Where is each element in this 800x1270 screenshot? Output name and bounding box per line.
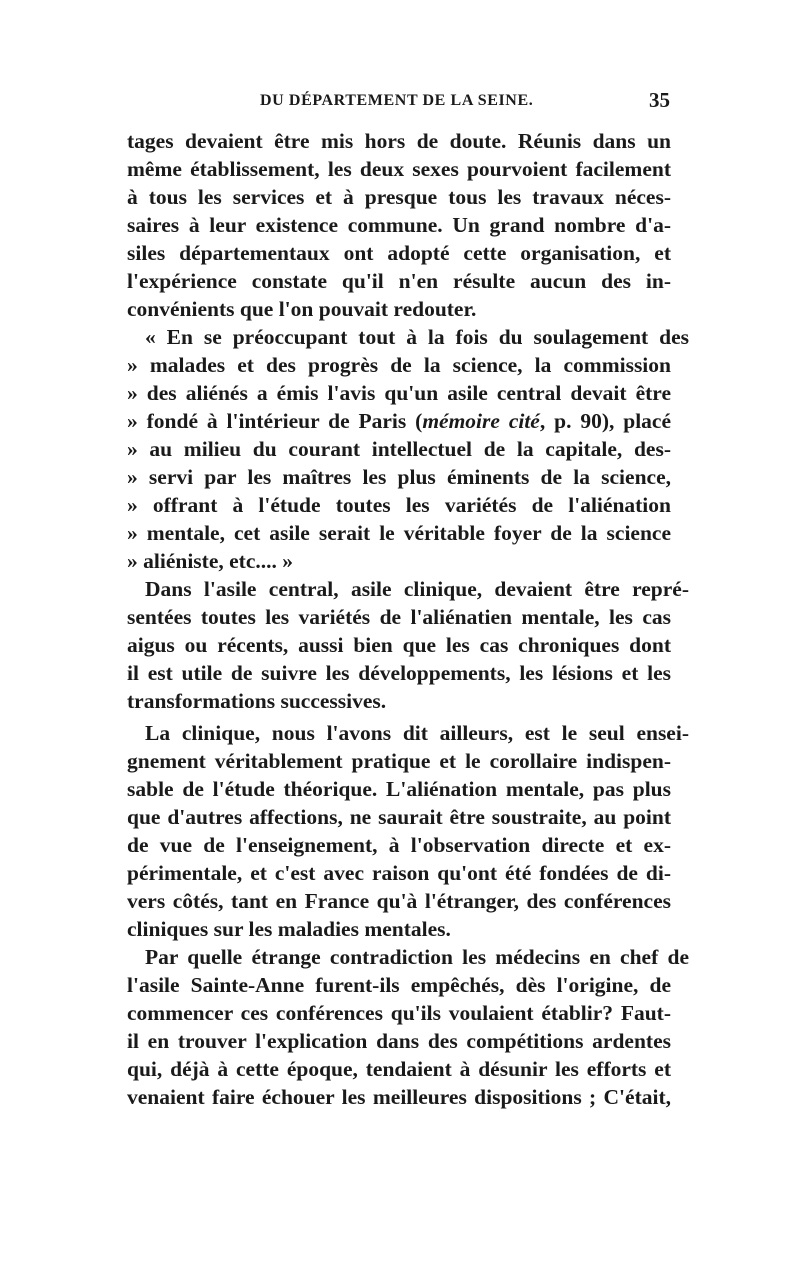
text-line: cliniques sur les maladies mentales. — [127, 917, 451, 941]
text-line: vers côtés, tant en France qu'à l'étranger, des conférences — [127, 889, 671, 913]
quote-line: » offrant à l'étude toutes les variétés de l'aliénation — [127, 493, 671, 517]
text-line: même établissement, les deux sexes pourvoient facilement — [127, 157, 671, 181]
text-line: Dans l'asile central, asile clinique, devaient être repré- — [145, 577, 689, 601]
quote-line: » au milieu du courant intellectuel de la capitale, des- — [127, 437, 671, 461]
quote-line: » fondé à l'intérieur de Paris (mémoire cité, p. 90), placé — [127, 409, 672, 433]
cited-title: mémoire cité — [422, 409, 540, 433]
text-line: l'asile Sainte-Anne furent-ils empêchés, dès l'origine, de — [127, 973, 671, 997]
quote-line: » mentale, cet asile serait le véritable foyer de la science — [127, 521, 671, 545]
text-line: il est utile de suivre les développements, les lésions et les — [127, 661, 671, 685]
text-line: qui, déjà à cette époque, tendaient à désunir les efforts et — [127, 1057, 671, 1081]
text-line: tages devaient être mis hors de doute. Réunis dans un — [127, 129, 671, 153]
quote-line: » aliéniste, etc.... » — [127, 549, 293, 573]
text-line: gnement véritablement pratique et le corollaire indispen- — [127, 749, 671, 773]
text-line: siles départementaux ont adopté cette organisation, et — [127, 241, 671, 265]
text-line: aigus ou récents, aussi bien que les cas chroniques dont — [127, 633, 671, 657]
text-line: sable de l'étude théorique. L'aliénation mentale, pas plus — [127, 777, 671, 801]
text-line: convénients que l'on pouvait redouter. — [127, 297, 477, 321]
quote-line: » des aliénés a émis l'avis qu'un asile central devait être — [127, 381, 671, 405]
text-line: saires à leur existence commune. Un grand nombre d'a- — [127, 213, 671, 237]
text-line: commencer ces conférences qu'ils voulaient établir? Faut- — [127, 1001, 671, 1025]
text-line: périmentale, et c'est avec raison qu'ont été fondées de di- — [127, 861, 671, 885]
text-line: il en trouver l'explication dans des compétitions ardentes — [127, 1029, 671, 1053]
text-line: Par quelle étrange contradiction les médecins en chef de — [145, 945, 689, 969]
text-line: venaient faire échouer les meilleures dispositions ; C'était, — [127, 1085, 671, 1109]
quote-line: » servi par les maîtres les plus éminents de la science, — [127, 465, 671, 489]
quote-line: » malades et des progrès de la science, la commission — [127, 353, 671, 377]
running-head: DU DÉPARTEMENT DE LA SEINE. — [260, 92, 534, 109]
text-line: sentées toutes les variétés de l'aliénatien mentale, les cas — [127, 605, 671, 629]
text-line: transformations successives. — [127, 689, 387, 713]
page-header — [128, 88, 670, 118]
quote-line: « En se préoccupant tout à la fois du soulagement des — [145, 325, 689, 349]
text-line: que d'autres affections, ne saurait être soustraite, au point — [127, 805, 671, 829]
text-line: l'expérience constate qu'il n'en résulte aucun des in- — [127, 269, 671, 293]
text-line: de vue de l'enseignement, à l'observation directe et ex- — [127, 833, 671, 857]
text-line: à tous les services et à presque tous les travaux néces- — [127, 185, 671, 209]
text-line: La clinique, nous l'avons dit ailleurs, est le seul ensei- — [145, 721, 689, 745]
page-number: 35 — [649, 88, 670, 112]
